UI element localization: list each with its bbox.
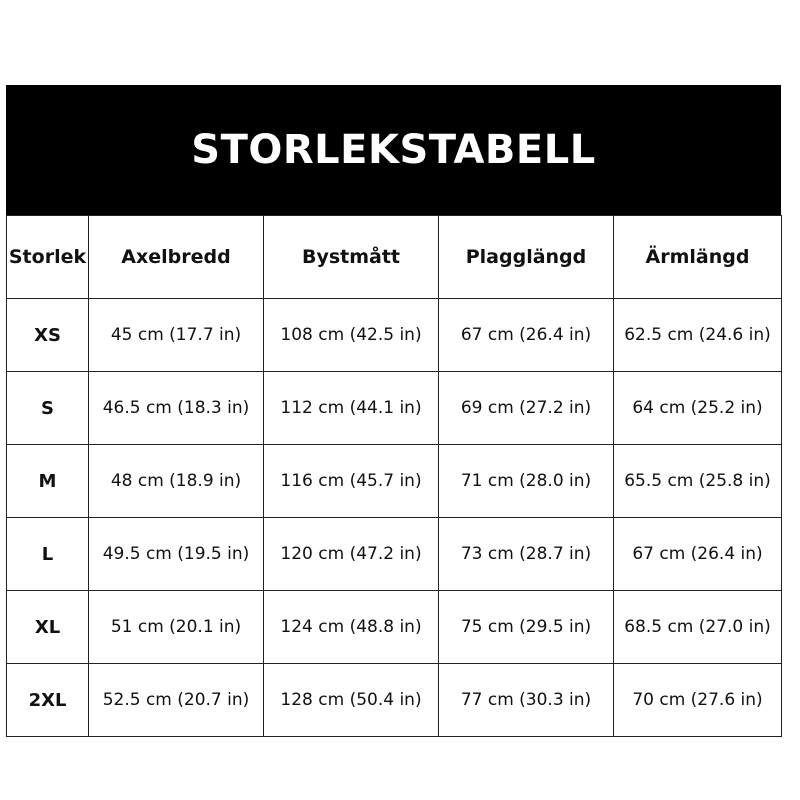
title-banner — [6, 85, 781, 215]
table-row — [7, 591, 782, 664]
table-cell: 52.5 cm (20.7 in) — [89, 664, 264, 737]
table-cell: 48 cm (18.9 in) — [89, 445, 264, 518]
size-label: M — [7, 445, 89, 518]
table-cell: 77 cm (30.3 in) — [439, 664, 614, 737]
table-cell: 124 cm (48.8 in) — [264, 591, 439, 664]
table-cell: 45 cm (17.7 in) — [89, 299, 264, 372]
size-label: XL — [7, 591, 89, 664]
table-cell: 128 cm (50.4 in) — [264, 664, 439, 737]
table-cell: 46.5 cm (18.3 in) — [89, 372, 264, 445]
table-cell: 73 cm (28.7 in) — [439, 518, 614, 591]
table-cell: 64 cm (25.2 in) — [614, 372, 782, 445]
size-label: XS — [7, 299, 89, 372]
table-cell: 70 cm (27.6 in) — [614, 664, 782, 737]
chart-title: STORLEKSTABELL — [191, 127, 596, 173]
table-cell: 67 cm (26.4 in) — [614, 518, 782, 591]
table-cell: 68.5 cm (27.0 in) — [614, 591, 782, 664]
table-cell: 62.5 cm (24.6 in) — [614, 299, 782, 372]
header-sleeve-length: Ärmlängd — [614, 216, 782, 299]
table-cell: 75 cm (29.5 in) — [439, 591, 614, 664]
header-size: Storlek — [7, 216, 89, 299]
table-cell: 71 cm (28.0 in) — [439, 445, 614, 518]
table-cell: 108 cm (42.5 in) — [264, 299, 439, 372]
header-shoulder-width: Axelbredd — [89, 216, 264, 299]
size-chart — [6, 85, 781, 733]
table-cell: 116 cm (45.7 in) — [264, 445, 439, 518]
size-table — [6, 215, 782, 737]
table-cell: 65.5 cm (25.8 in) — [614, 445, 782, 518]
size-label: 2XL — [7, 664, 89, 737]
table-row — [7, 518, 782, 591]
table-cell: 112 cm (44.1 in) — [264, 372, 439, 445]
table-cell: 67 cm (26.4 in) — [439, 299, 614, 372]
table-row — [7, 445, 782, 518]
header-bust: Bystmått — [264, 216, 439, 299]
header-row — [7, 216, 782, 299]
header-garment-length: Plagglängd — [439, 216, 614, 299]
table-cell: 51 cm (20.1 in) — [89, 591, 264, 664]
table-cell: 49.5 cm (19.5 in) — [89, 518, 264, 591]
size-label: L — [7, 518, 89, 591]
table-row — [7, 299, 782, 372]
table-cell: 120 cm (47.2 in) — [264, 518, 439, 591]
table-cell: 69 cm (27.2 in) — [439, 372, 614, 445]
table-row — [7, 372, 782, 445]
size-label: S — [7, 372, 89, 445]
table-row — [7, 664, 782, 737]
